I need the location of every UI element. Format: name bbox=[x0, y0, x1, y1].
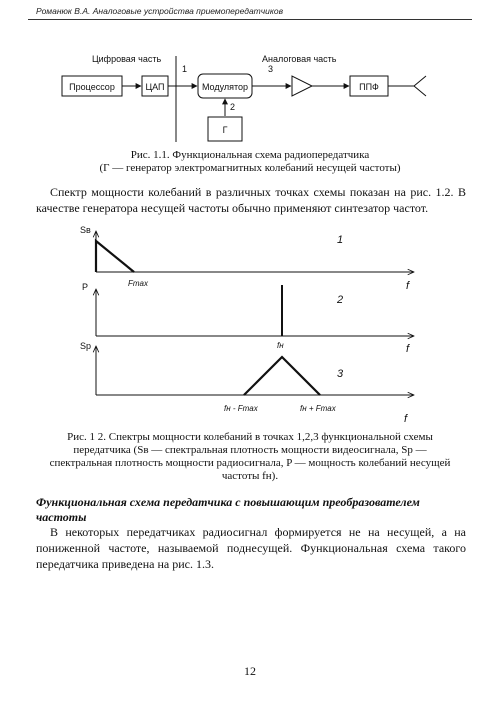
graph-3-y-label: Sр bbox=[80, 341, 92, 351]
graph-2-number: 2 bbox=[337, 294, 344, 306]
spectrum-graph-2 bbox=[82, 282, 414, 355]
digital-part-label: Цифровая часть bbox=[92, 54, 162, 64]
point-3-label: 3 bbox=[268, 64, 274, 74]
point-1-label: 1 bbox=[182, 64, 188, 74]
figure-1-2-caption-line-2: передатчика (Sв — спектральная плотность мощности видеосигнала, Sр — bbox=[73, 444, 427, 456]
graph-2-x-label: f bbox=[406, 343, 410, 355]
spectra-figure bbox=[0, 215, 500, 425]
paragraph-subcarrier bbox=[36, 524, 466, 572]
block-diagram bbox=[0, 0, 500, 150]
graph-1-y-label: Sв bbox=[80, 225, 91, 235]
graph-1-fmax-label: Fmax bbox=[128, 279, 148, 288]
graph-1-video-spectrum bbox=[96, 241, 134, 272]
figure-1-2-caption-line-4: частоты fн). bbox=[221, 470, 279, 482]
graph-1-number: 1 bbox=[337, 234, 344, 246]
generator-label: Г bbox=[222, 125, 228, 135]
spectrum-graph-1 bbox=[80, 225, 414, 292]
graph-2-fn-label: fн bbox=[277, 341, 284, 350]
amplifier-triangle bbox=[292, 76, 312, 96]
processor-label: Процессор bbox=[69, 82, 115, 92]
graph-3-upper-label: fн + Fmax bbox=[300, 404, 336, 413]
running-header: Романюк В.А. Аналоговые устройства приемопередатчиков bbox=[36, 6, 284, 16]
section-heading: Функциональная схема передатчика с повышающим преобразователем частоты bbox=[36, 495, 420, 524]
graph-1-x-label: f bbox=[406, 280, 410, 292]
spectrum-graph-3 bbox=[80, 341, 414, 425]
antenna-icon bbox=[414, 76, 426, 96]
page-number: 12 bbox=[244, 664, 256, 678]
graph-3-lower-label: fн - Fmax bbox=[224, 404, 258, 413]
graph-3-number: 3 bbox=[337, 368, 344, 380]
figure-1-1-caption-line-1: Рис. 1.1. Функциональная схема радиопередатчика bbox=[130, 149, 370, 161]
paragraph-spectrum-intro bbox=[36, 184, 466, 216]
paragraph-spectrum-intro-text: Спектр мощности колебаний в различных точках схемы показан на рис. 1.2. В качестве генератора несущей частоты обычно применяют синтезатор частот. bbox=[36, 185, 466, 215]
graph-2-y-label: P bbox=[82, 282, 89, 292]
point-2-label: 2 bbox=[230, 102, 236, 112]
figure-1-2-caption-line-1: Рис. 1 2. Спектры мощности колебаний в точках 1,2,3 функциональной схемы bbox=[67, 431, 433, 443]
figure-1-1-caption-line-2: (Г — генератор электромагнитных колебаний несущей частоты) bbox=[99, 162, 401, 174]
graph-3-x-label: f bbox=[404, 413, 408, 425]
graph-3-radio-spectrum bbox=[244, 357, 320, 395]
paragraph-subcarrier-text: В некоторых передатчиках радиосигнал формируется не на несущей, а на пониженной частоте, называемой поднесущей. Функциональная схема такого передатчика приведена на рис. 1.3. bbox=[36, 525, 466, 571]
bpf-label: ППФ bbox=[359, 82, 379, 92]
analog-part-label: Аналоговая часть bbox=[262, 54, 337, 64]
dac-label: ЦАП bbox=[145, 82, 165, 92]
figure-1-1-caption bbox=[40, 149, 460, 175]
figure-1-2-caption bbox=[30, 431, 470, 483]
figure-1-2-caption-line-3: спектральная плотность мощности радиосигнала, P — мощность колебаний несущей bbox=[49, 457, 451, 469]
modulator-label: Модулятор bbox=[201, 82, 249, 92]
